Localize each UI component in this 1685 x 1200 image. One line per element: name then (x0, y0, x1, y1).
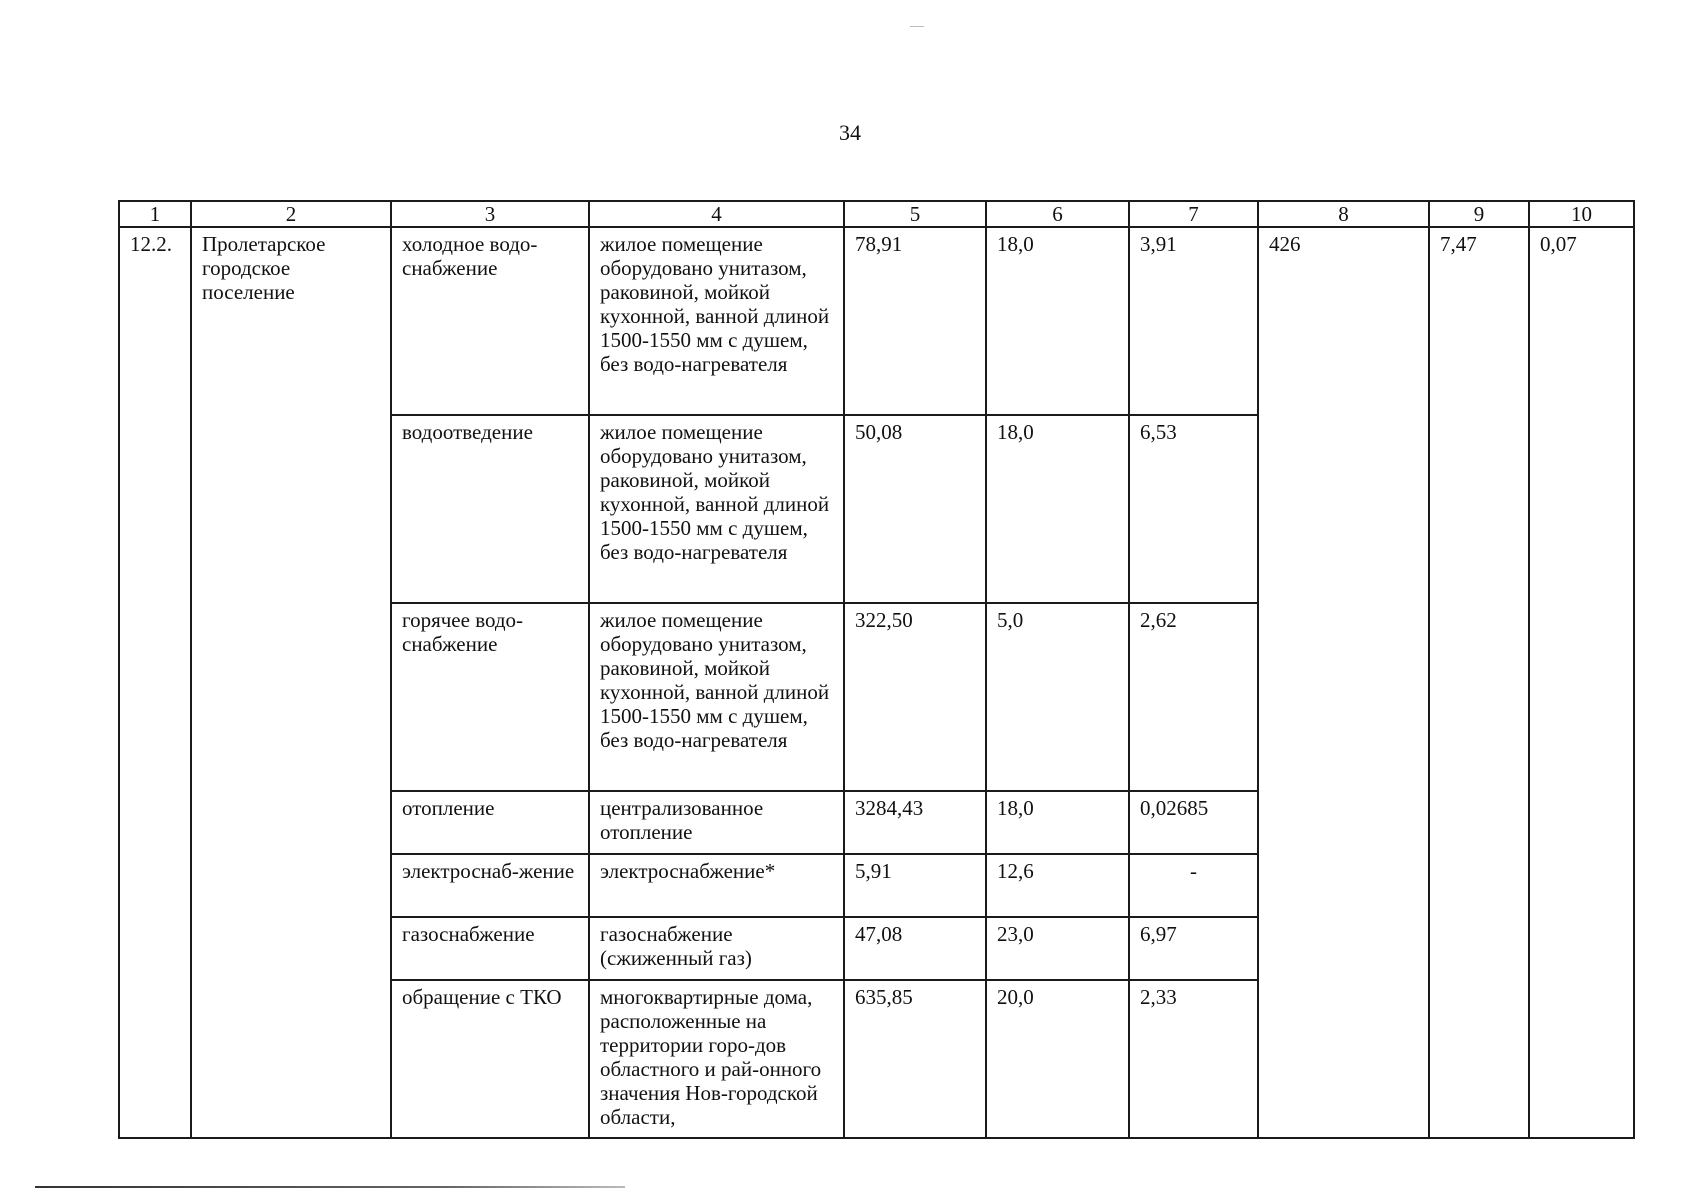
cell-col6: 18,0 (986, 415, 1129, 603)
settlement-name: Пролетарское городское поселение (191, 227, 391, 1138)
cell-col6: 20,0 (986, 980, 1129, 1138)
cell-col5: 3284,43 (844, 791, 986, 854)
cell-col7: 6,97 (1129, 917, 1258, 980)
service-type: электроснаб-жение (391, 854, 589, 917)
column-header: 1 (119, 201, 191, 227)
service-type: отопление (391, 791, 589, 854)
column-header: 2 (191, 201, 391, 227)
cell-col10: 0,07 (1529, 227, 1634, 1138)
service-type: холодное водо-снабжение (391, 227, 589, 415)
table-row (119, 227, 1634, 415)
service-description: жилое помещение оборудовано унитазом, раковиной, мойкой кухонной, ванной длиной 1500-1550 мм с душем, без водо-нагревателя (589, 227, 844, 415)
row-index: 12.2. (119, 227, 191, 1138)
cell-col6: 18,0 (986, 791, 1129, 854)
cell-col6: 5,0 (986, 603, 1129, 791)
footer-rule (35, 1186, 625, 1188)
service-description: жилое помещение оборудовано унитазом, раковиной, мойкой кухонной, ванной длиной 1500-1550 мм с душем, без водо-нагревателя (589, 415, 844, 603)
service-description: газоснабжение (сжиженный газ) (589, 917, 844, 980)
service-description: жилое помещение оборудовано унитазом, раковиной, мойкой кухонной, ванной длиной 1500-1550 мм с душем, без водо-нагревателя (589, 603, 844, 791)
cell-col5: 78,91 (844, 227, 986, 415)
service-type: водоотведение (391, 415, 589, 603)
cell-col7: 2,62 (1129, 603, 1258, 791)
cell-col8: 426 (1258, 227, 1429, 1138)
cell-col6: 23,0 (986, 917, 1129, 980)
column-header: 9 (1429, 201, 1529, 227)
cell-col7: - (1129, 854, 1258, 917)
column-header: 3 (391, 201, 589, 227)
cell-col5: 322,50 (844, 603, 986, 791)
service-description: электроснабжение* (589, 854, 844, 917)
column-header: 4 (589, 201, 844, 227)
column-header: 5 (844, 201, 986, 227)
column-header: 8 (1258, 201, 1429, 227)
service-description: централизованное отопление (589, 791, 844, 854)
service-type: обращение с ТКО (391, 980, 589, 1138)
cell-col7: 6,53 (1129, 415, 1258, 603)
cell-col9: 7,47 (1429, 227, 1529, 1138)
cell-col6: 18,0 (986, 227, 1129, 415)
column-number-row (119, 201, 1634, 227)
cell-col5: 635,85 (844, 980, 986, 1138)
column-header: 10 (1529, 201, 1634, 227)
cell-col5: 5,91 (844, 854, 986, 917)
cell-col7: 3,91 (1129, 227, 1258, 415)
page-number: 34 (839, 120, 861, 145)
cell-col6: 12,6 (986, 854, 1129, 917)
service-type: газоснабжение (391, 917, 589, 980)
service-description: многоквартирные дома, расположенные на территории горо-дов областного и рай-онного значения Нов-городской области, (589, 980, 844, 1138)
tariff-norms-table (118, 200, 1635, 1139)
service-type: горячее водо-снабжение (391, 603, 589, 791)
column-header: 7 (1129, 201, 1258, 227)
cell-col7: 0,02685 (1129, 791, 1258, 854)
cell-col7: 2,33 (1129, 980, 1258, 1138)
scan-artifact (910, 26, 924, 27)
cell-col5: 50,08 (844, 415, 986, 603)
column-header: 6 (986, 201, 1129, 227)
cell-col5: 47,08 (844, 917, 986, 980)
